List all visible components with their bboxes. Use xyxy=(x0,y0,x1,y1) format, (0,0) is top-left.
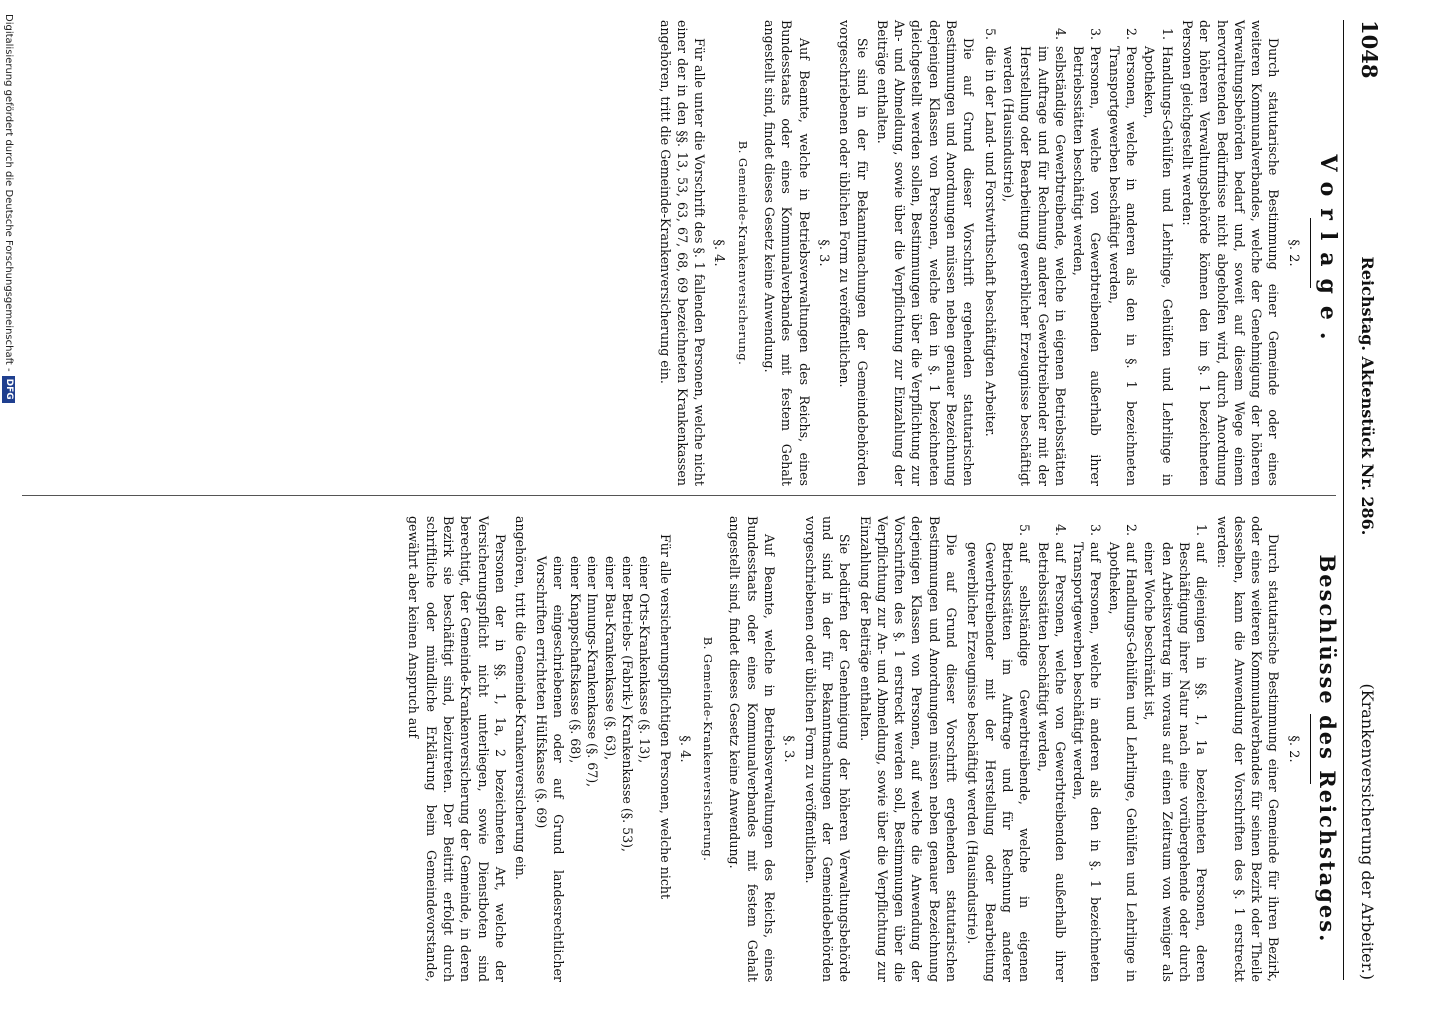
list-item-number: 1. xyxy=(1194,524,1210,537)
list-item-text: Personen, welche in anderen als den in §. 1 bezeichneten Transportgewerben beschäftigt werden, xyxy=(1106,46,1140,486)
list-item-text: selbständige Gewerbtreibende, welche in eigenen Betriebsstätten im Auftrage und für Rechnung anderer Gewerbtreibender mit der Herstellung oder Bearbeitung gewerblicher Erzeugnisse beschäftigt werden (Hausindustrie), xyxy=(1000,46,1068,486)
kasse-item: einer Bau-Krankenkasse (§. 63), xyxy=(602,556,618,761)
list-item-number: 2. xyxy=(1124,28,1140,41)
column-beschluesse xyxy=(22,516,1340,982)
list-item xyxy=(1070,516,1105,982)
subsection-heading: B. Gemeinde-Krankenversicherung. xyxy=(735,140,750,366)
section-heading: §. 3. xyxy=(781,735,797,763)
list-item-number: 1. xyxy=(1159,28,1175,41)
digitization-footer xyxy=(0,0,18,1014)
list-item-text: Personen, welche von Gewerbtreibenden außerhalb ihrer Betriebsstätten beschäftigt werden, xyxy=(1071,46,1104,486)
list-item xyxy=(1141,20,1176,486)
kasse-item: einer eingeschriebenen oder auf Grund landesrechtlicher Vorschriften errichteten Hülfskasse (§. 69) xyxy=(533,556,566,982)
section-heading: §. 2. xyxy=(1285,735,1301,763)
list-item-text: auf Handlungs-Gehülfen und Lehrlinge, Gehülfen und Lehrlinge in Apotheken, xyxy=(1106,542,1140,982)
list-item-text: die in der Land- und Forstwirthschaft beschäftigten Arbeiter. xyxy=(982,46,998,437)
title-rule xyxy=(1310,714,1311,784)
section-paragraph: Für alle versicherungspflichtigen Personen, welche nicht xyxy=(657,534,673,900)
section-paragraph: angehören, tritt die Gemeinde-Krankenversicherung ein. xyxy=(513,516,529,880)
kasse-item: einer Innungs-Krankenkasse (§. 67), xyxy=(585,556,601,788)
column-title-beschluesse: Beschlüsse des Reichstages. xyxy=(1315,554,1340,944)
page-number: 1048 xyxy=(1357,20,1382,79)
numbered-list xyxy=(981,20,1175,486)
list-item xyxy=(981,20,998,486)
section-heading: §. 2. xyxy=(1285,239,1301,267)
list-item-number: 3. xyxy=(1088,524,1104,537)
list-item-text: auf Personen, welche von Gewerbtreibenden außerhalb ihrer Betriebsstätten beschäftigt werden, xyxy=(1035,542,1068,982)
list-item-number: 2. xyxy=(1124,524,1140,537)
section-paragraph: Durch statutarische Bestimmung einer Gemeinde für ihren Bezirk, oder eines weiteren Kommunalverbandes für seinen Bezirk oder Theile desselben, kann die Anwendung der Vorschriften des §. 1 erstreckt werden: xyxy=(1214,516,1282,982)
section-heading: §. 4. xyxy=(711,239,727,267)
section-heading: §. 3. xyxy=(815,239,831,267)
list-item xyxy=(1105,20,1140,486)
list-item xyxy=(1141,516,1210,982)
section-paragraph: Die auf Grund dieser Vorschrift ergehenden statutarischen Bestimmungen und Anordnungen müssen neben genauer Bezeichnung derjenigen Klassen von Personen, welche den in §. 1 bezeichneten gleichgestellt werden sollen, Bestimmungen über die Verpflichtung zur An- und Abmeldung, sowie über die Verpflichtung zur Einzahlung der Beiträge enthalten. xyxy=(874,20,977,486)
section-paragraph: Auf Beamte, welche in Betriebsverwaltungen des Reichs, eines Bundesstaats oder eines Kommunalverbandes mit festem Gehalt angestellt sind, findet dieses Gesetz keine Anwendung. xyxy=(762,20,812,486)
list-item xyxy=(964,516,1033,982)
kassen-list xyxy=(532,556,653,982)
kasse-item: einer Knappschaftskasse (§. 68), xyxy=(568,556,584,764)
column-divider xyxy=(22,495,1336,496)
kasse-item: einer Betriebs- (Fabrik-) Krankenkasse (§. 53), xyxy=(620,556,636,853)
list-item-text: Handlungs-Gehülfen und Lehrlinge, Gehülfen und Lehrlinge in Apotheken, xyxy=(1142,46,1175,486)
list-item xyxy=(1105,516,1140,982)
section-paragraph: Die auf Grund dieser Vorschrift ergehenden statutarischen Bestimmungen und Anordnungen müssen neben genauer Bezeichnung derjenigen Klassen von Personen, auf welche die Anwendung der Vorschriften des §. 1 erstreckt werden soll, Bestimmungen über die Verpflichtung zur An- und Abmeldung, sowie über die Verpflichtung zur Einzahlung der Beiträge enthalten. xyxy=(857,516,960,982)
section-paragraph: Auf Beamte, welche in Betriebsverwaltungen des Reichs, eines Bundesstaats oder eines Kommunalverbandes mit festem Gehalt angestellt sind, findet dieses Gesetz keine Anwendung. xyxy=(727,516,778,982)
list-item xyxy=(1034,516,1069,982)
list-item-number: 4. xyxy=(1052,524,1068,537)
numbered-list xyxy=(964,516,1210,982)
dfg-logo: DFG xyxy=(3,376,16,403)
page-header xyxy=(1343,20,1382,980)
footer-credit: Digitalisierung gefördert durch die Deutsche Forschungsgemeinschaft - xyxy=(3,14,15,372)
list-item-number: 5. xyxy=(1017,524,1033,537)
list-item-number: 4. xyxy=(1052,28,1068,41)
column-title-vorlage: Vorlage. xyxy=(1315,154,1341,352)
section-paragraph: Sie sind in der für Bekanntmachungen der Gemeindebehörden vorgeschriebenen oder üblichen Form zu veröffentlichen. xyxy=(837,20,870,486)
list-item-number: 5. xyxy=(982,28,998,41)
section-paragraph: Für alle unter die Vorschrift des §. 1 fallenden Personen, welche nicht einer der in den §§. 13, 53, 63, 67, 68, 69 bezeichneten Krankenkassen angehören, tritt die Gemeinde-Krankenversicherung ein. xyxy=(657,20,708,486)
subsection-heading: B. Gemeinde-Krankenversicherung. xyxy=(701,636,716,862)
title-rule xyxy=(1310,218,1311,288)
column-vorlage xyxy=(22,20,1341,486)
document-topic: (Krankenversicherung der Arbeiter.) xyxy=(1358,683,1377,980)
list-item-text: auf Personen, welche in anderen als den in §. 1 bezeichneten Transportgewerben beschäftigt werden, xyxy=(1071,542,1104,982)
document-reference: Reichstag. Aktenstück Nr. 286. xyxy=(1358,256,1377,536)
section-paragraph: Personen der in §§. 1, 1a, 2 bezeichneten Art, welche der Versicherungspflicht nicht unterliegen, sowie Dienstboten sind berechtigt, der Gemeinde-Krankenversicherung der Gemeinde, in deren Bezirk sie beschäftigt sind, beizutreten. Der Beitritt erfolgt durch schriftliche oder mündliche Erklärung beim Gemeindevorstande, gewährt aber keinen Anspruch auf xyxy=(406,516,508,982)
section-heading: §. 4. xyxy=(676,735,692,763)
list-item-text: auf diejenigen in §§. 1, 1a bezeichneten Personen, deren Beschäftigung ihrer Natur nach eine vorübergehende oder durch den Arbeitsvertrag im voraus auf einen Zeitraum von weniger als einer Woche beschränkt ist, xyxy=(1142,542,1210,982)
list-item-text: auf selbständige Gewerbtreibende, welche in eigenen Betriebsstätten im Auftrage und für Rechnung anderer Gewerbtreibender mit der Herstellung oder Bearbeitung gewerblicher Erzeugnisse beschäftigt werden (Hausindustrie). xyxy=(965,542,1033,982)
list-item-number: 3. xyxy=(1088,28,1104,41)
list-item xyxy=(1000,20,1069,486)
kasse-item: einer Orts-Krankenkasse (§. 13), xyxy=(637,556,653,764)
section-paragraph: Sie bedürfen der Genehmigung der höheren Verwaltungsbehörde und sind in der für Bekanntmachungen der Gemeindebehörden vorgeschriebenen oder üblichen Form zu veröffentlichen. xyxy=(802,516,853,982)
list-item xyxy=(1070,20,1105,486)
section-paragraph: Durch statutarische Bestimmung einer Gemeinde oder eines weiteren Kommunalverbandes, welche der Genehmigung der höheren Verwaltungsbehörden bedarf und, soweit auf diesem Wege einem hervortretenden Bedürfnisse nicht abgeholfen wird, durch Anordnung der höheren Verwaltungsbehörde können den im §. 1 bezeichneten Personen gleichgestellt werden: xyxy=(1179,20,1282,486)
